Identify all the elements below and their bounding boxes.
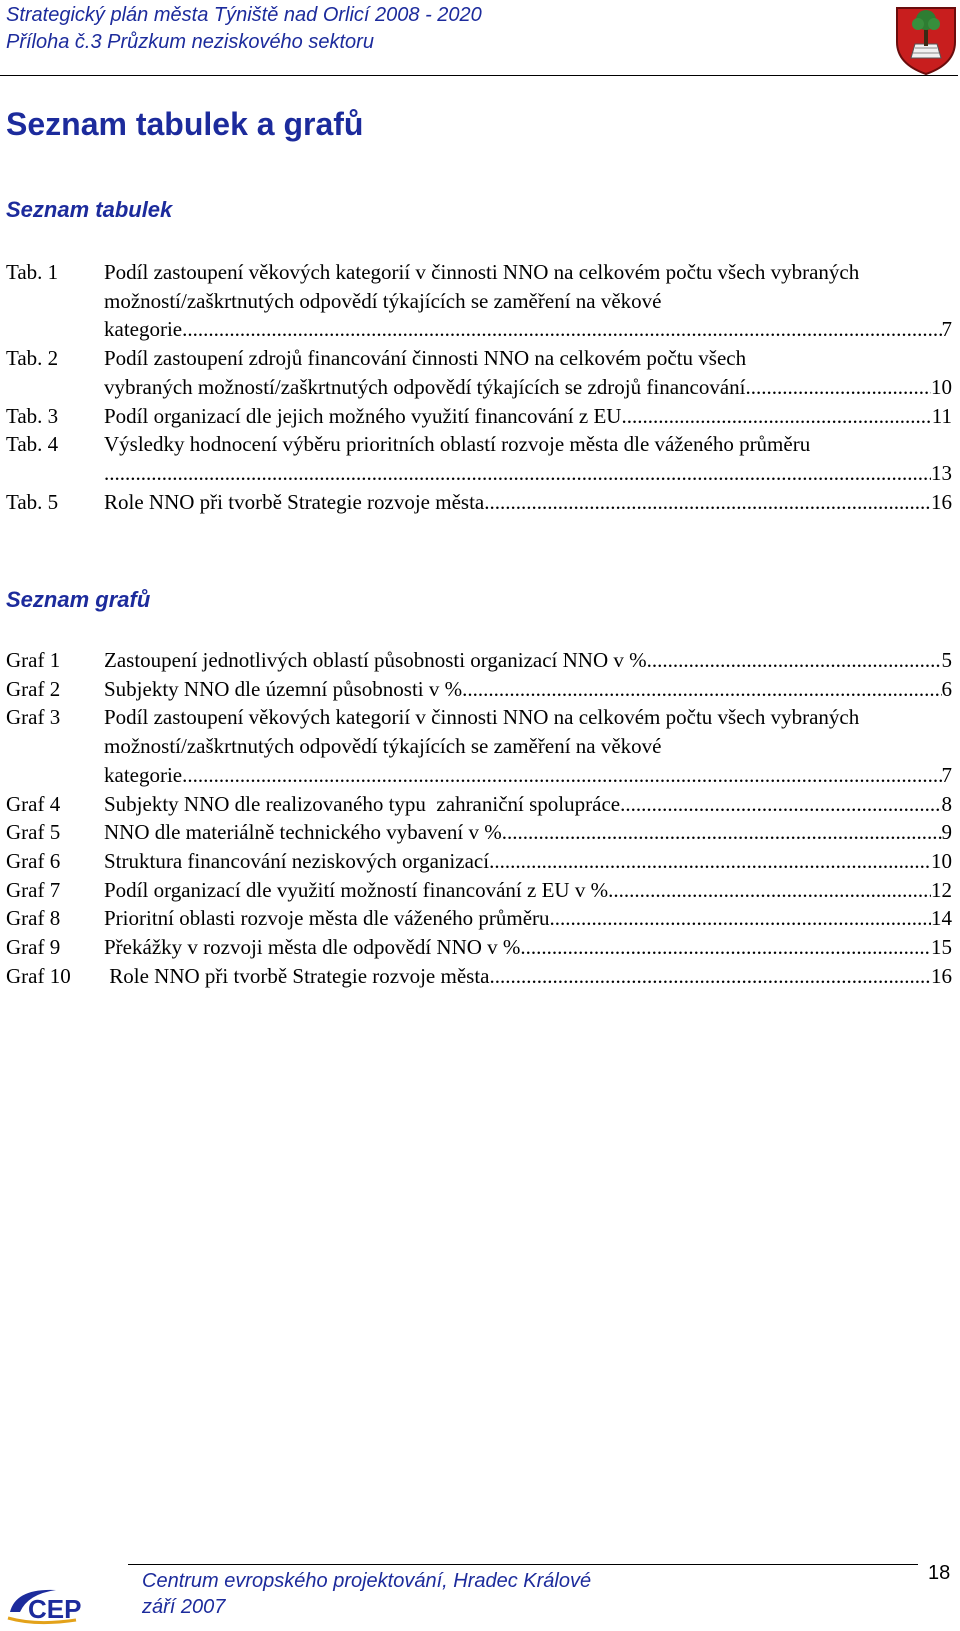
toc-entry[interactable] bbox=[0, 430, 960, 487]
toc-entry[interactable] bbox=[0, 488, 960, 517]
tables-list bbox=[0, 258, 960, 516]
toc-entry-label: Tab. 5 bbox=[6, 489, 59, 514]
toc-entry-text bbox=[104, 933, 952, 962]
toc-entry-title-end: Struktura financování neziskových organizací bbox=[104, 848, 490, 873]
dot-leader bbox=[462, 675, 941, 704]
toc-entry-page: 10 bbox=[931, 848, 952, 873]
toc-entry-leader-line bbox=[104, 646, 952, 675]
toc-entry-page: 6 bbox=[941, 676, 952, 701]
toc-entry[interactable] bbox=[0, 703, 960, 789]
toc-entry-leader-line bbox=[104, 675, 952, 704]
header-divider bbox=[0, 75, 958, 76]
toc-entry-leader-line bbox=[104, 402, 952, 431]
footer-organization: Centrum evropského projektování, Hradec Králové bbox=[142, 1570, 592, 1592]
toc-entry-leader-line bbox=[104, 373, 952, 402]
dot-leader bbox=[484, 488, 931, 517]
toc-entry[interactable] bbox=[0, 818, 960, 847]
toc-entry[interactable] bbox=[0, 790, 960, 819]
toc-entry-page: 5 bbox=[941, 648, 952, 672]
toc-entry-title-end: vybraných možností/zaškrtnutých odpovědí týkajících se zdrojů financování bbox=[104, 374, 746, 399]
toc-entry-leader-line bbox=[104, 488, 952, 517]
toc-entry-text bbox=[104, 962, 952, 991]
graphs-heading: Seznam grafů bbox=[6, 587, 151, 612]
toc-entry-title-end: Subjekty NNO dle územní působnosti v % bbox=[104, 676, 463, 701]
toc-entry-title-end: Role NNO při tvorbě Strategie rozvoje města bbox=[104, 963, 490, 988]
toc-entry-label: Tab. 2 bbox=[6, 346, 59, 371]
toc-entry-title-end: Zastoupení jednotlivých oblastí působnosti organizací NNO v % bbox=[104, 648, 647, 672]
header-subtitle: Příloha č.3 Průzkum neziskového sektoru bbox=[6, 31, 374, 53]
toc-entry-title-end: Překážky v rozvoji města dle odpovědí NNO v % bbox=[104, 935, 521, 960]
toc-entry-title-end: Role NNO při tvorbě Strategie rozvoje města bbox=[104, 489, 485, 514]
toc-entry-leader-line bbox=[104, 818, 952, 847]
toc-entry-text bbox=[104, 876, 952, 905]
toc-entry-title-end: kategorie bbox=[104, 762, 183, 787]
toc-entry-title: Podíl zastoupení věkových kategorií v činnosti NNO na celkovém počtu všech vybraných možností/zaškrtnutých odpovědí týkajících se zaměření na věkové bbox=[104, 260, 860, 313]
toc-entry-leader-line bbox=[104, 790, 952, 819]
toc-entry[interactable] bbox=[0, 344, 960, 401]
toc-entry-text bbox=[104, 847, 952, 876]
page-header bbox=[6, 2, 482, 56]
toc-entry-label: Graf 8 bbox=[6, 906, 61, 931]
toc-entry-leader-line bbox=[104, 761, 952, 790]
toc-entry-label: Graf 7 bbox=[6, 877, 61, 902]
toc-entry[interactable] bbox=[0, 933, 960, 962]
dot-leader bbox=[608, 876, 931, 905]
dot-leader bbox=[647, 646, 942, 675]
toc-entry-text bbox=[104, 790, 952, 819]
toc-entry-label: Graf 4 bbox=[6, 791, 61, 816]
toc-entry-leader-line bbox=[104, 459, 952, 488]
toc-entry-leader-line bbox=[104, 847, 952, 876]
toc-entry-leader-line bbox=[104, 315, 952, 344]
toc-entry-text bbox=[104, 675, 952, 704]
toc-entry-text bbox=[104, 818, 952, 847]
toc-entry-label: Tab. 1 bbox=[6, 260, 59, 284]
toc-entry-page: 8 bbox=[941, 791, 952, 816]
dot-leader bbox=[489, 847, 931, 876]
toc-entry-text bbox=[104, 258, 952, 344]
toc-entry-page: 11 bbox=[931, 403, 952, 428]
header-title: Strategický plán města Týniště nad Orlicí 2008 - 2020 bbox=[6, 4, 482, 26]
toc-entry[interactable] bbox=[0, 962, 960, 991]
toc-entry-page: 7 bbox=[941, 317, 952, 342]
toc-entry-label: Graf 10 bbox=[6, 963, 71, 988]
logo-text: CEP bbox=[28, 1594, 82, 1624]
toc-entry-leader-line bbox=[104, 876, 952, 905]
toc-entry-page: 9 bbox=[941, 820, 952, 845]
toc-entry-text bbox=[104, 904, 952, 933]
footer-date: září 2007 bbox=[142, 1596, 226, 1618]
toc-entry-title: Výsledky hodnocení výběru prioritních oblastí rozvoje města dle váženého průměru bbox=[104, 432, 811, 457]
toc-entry-title-end: Subjekty NNO dle realizovaného typu zahraniční spolupráce bbox=[104, 791, 621, 816]
page-number: 18 bbox=[928, 1562, 951, 1584]
toc-entry-leader-line bbox=[104, 904, 952, 933]
toc-entry-page: 16 bbox=[931, 489, 952, 514]
toc-entry-title-end: NNO dle materiálně technického vybavení v % bbox=[104, 820, 502, 845]
toc-entry-page: 7 bbox=[941, 762, 952, 787]
toc-entry-label: Graf 9 bbox=[6, 935, 61, 960]
dot-leader bbox=[502, 818, 942, 847]
toc-entry-text bbox=[104, 344, 952, 401]
dot-leader bbox=[182, 315, 941, 344]
toc-entry-label: Graf 2 bbox=[6, 676, 61, 701]
toc-entry-text bbox=[104, 430, 952, 487]
toc-entry-title-end: kategorie bbox=[104, 317, 183, 342]
town-coat-of-arms-icon bbox=[893, 2, 959, 76]
dot-leader bbox=[550, 904, 931, 933]
page-title: Seznam tabulek a grafů bbox=[6, 106, 364, 142]
tables-heading: Seznam tabulek bbox=[6, 197, 173, 222]
toc-entry[interactable] bbox=[0, 904, 960, 933]
graphs-list bbox=[0, 646, 960, 990]
toc-entry-page: 10 bbox=[931, 374, 952, 399]
toc-entry-text bbox=[104, 703, 952, 789]
toc-entry[interactable] bbox=[0, 402, 960, 431]
toc-entry-title-end: Podíl organizací dle jejich možného využití financování z EU bbox=[104, 403, 622, 428]
toc-entry[interactable] bbox=[0, 847, 960, 876]
toc-entry-leader-line bbox=[104, 933, 952, 962]
toc-entry-page: 12 bbox=[931, 877, 952, 902]
toc-entry[interactable] bbox=[0, 646, 960, 675]
dot-leader bbox=[104, 459, 931, 488]
dot-leader bbox=[745, 373, 931, 402]
page-footer bbox=[142, 1568, 591, 1620]
cep-logo-icon bbox=[6, 1582, 126, 1628]
toc-entry-title: Podíl zastoupení věkových kategorií v činnosti NNO na celkovém počtu všech vybraných možností/zaškrtnutých odpovědí týkajících se zaměření na věkové bbox=[104, 705, 860, 759]
toc-entry-page: 13 bbox=[931, 460, 952, 485]
toc-entry-label: Graf 5 bbox=[6, 820, 61, 845]
toc-entry-page: 15 bbox=[931, 935, 952, 960]
dot-leader bbox=[621, 402, 931, 431]
toc-entry-text bbox=[104, 646, 952, 675]
toc-entry-page: 16 bbox=[931, 963, 952, 988]
toc-entry-label: Graf 3 bbox=[6, 705, 61, 730]
toc-entry[interactable] bbox=[0, 258, 960, 344]
dot-leader bbox=[520, 933, 931, 962]
toc-entry-title-end: Prioritní oblasti rozvoje města dle váženého průměru bbox=[104, 906, 550, 931]
footer-divider bbox=[128, 1564, 918, 1565]
toc-entry[interactable] bbox=[0, 876, 960, 905]
toc-entry-label: Graf 1 bbox=[6, 648, 61, 672]
toc-entry-text bbox=[104, 402, 952, 431]
toc-entry-title-end: Podíl organizací dle využití možností financování z EU v % bbox=[104, 877, 609, 902]
toc-entry-leader-line bbox=[104, 962, 952, 991]
toc-entry-label: Tab. 4 bbox=[6, 432, 59, 457]
dot-leader bbox=[182, 761, 941, 790]
dot-leader bbox=[620, 790, 941, 819]
toc-entry-label: Tab. 3 bbox=[6, 403, 59, 428]
toc-entry-title: Podíl zastoupení zdrojů financování činnosti NNO na celkovém počtu všech bbox=[104, 346, 747, 371]
toc-entry-label: Graf 6 bbox=[6, 848, 61, 873]
toc-entry[interactable] bbox=[0, 675, 960, 704]
toc-entry-page: 14 bbox=[931, 906, 952, 931]
dot-leader bbox=[489, 962, 931, 991]
toc-entry-text bbox=[104, 488, 952, 517]
